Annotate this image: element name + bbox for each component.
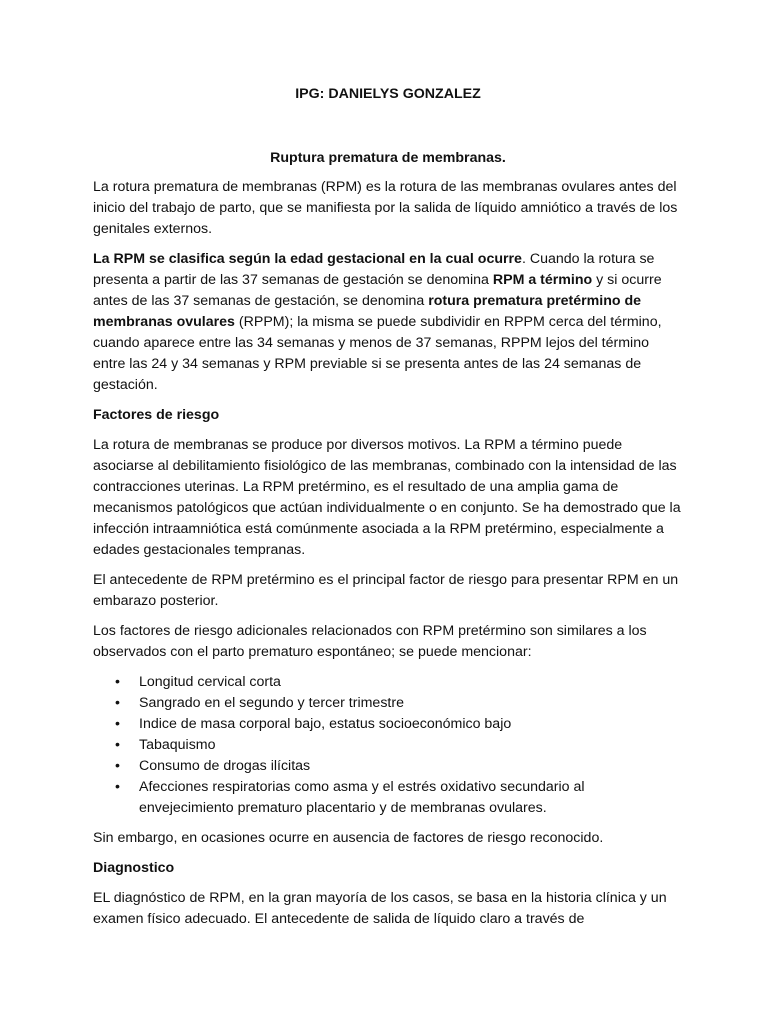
list-item xyxy=(93,756,683,777)
paragraph-causes: La rotura de membranas se produce por diversos motivos. La RPM a término puede asociarse al debilitamiento fisiológico de las membranas, combinado con la intensidad de las contracciones uterinas. La RPM pretérmino, es el resultado de una amplia gama de mecanismos patológicos que actúan individualmente o en conjunto. Se ha demostrado que la infección intraamniótica está comúnmente asociada a la RPM pretérmino, especialmente a edades gestacionales tempranas. xyxy=(93,437,681,558)
classification-bold-intro: La RPM se clasifica según la edad gestacional en la cual ocurre xyxy=(93,251,522,267)
list-item-text: Consumo de drogas ilícitas xyxy=(139,758,311,774)
list-item xyxy=(93,777,683,819)
paragraph-additional-factors: Los factores de riesgo adicionales relacionados con RPM pretérmino son similares a los observados con el parto prematuro espontáneo; se puede mencionar: xyxy=(93,623,647,660)
list-item xyxy=(93,714,683,735)
heading-diagnosis: Diagnostico xyxy=(93,860,175,876)
bullet-icon: • xyxy=(115,674,120,690)
paragraph-definition: La rotura prematura de membranas (RPM) es la rotura de las membranas ovulares antes del inicio del trabajo de parto, que se manifiesta por la salida de líquido amniótico a través de los genitales externos. xyxy=(93,179,678,237)
paragraph-diagnosis: EL diagnóstico de RPM, en la gran mayoría de los casos, se basa en la historia clínica y un examen físico adecuado. El antecedente de salida de líquido claro a través de xyxy=(93,890,667,927)
classification-bold-term: RPM a término xyxy=(492,272,593,288)
classification-bold-preterm: rotura prematura pretérmino de membranas ovulares xyxy=(93,293,642,330)
paragraph-history: El antecedente de RPM pretérmino es el principal factor de riesgo para presentar RPM en un embarazo posterior. xyxy=(93,572,679,609)
classification-text-3: (RPPM); la misma se puede subdividir en RPPM cerca del término, cuando aparece entre las 34 semanas y menos de 37 semanas, RPPM lejos del término entre las 24 y 34 semanas y RPM previable si se presenta antes de las 24 semanas de gestación. xyxy=(93,314,662,393)
list-item-text: Sangrado en el segundo y tercer trimestre xyxy=(139,695,404,711)
document-title: Ruptura prematura de membranas. xyxy=(270,150,506,166)
bullet-icon: • xyxy=(115,695,120,711)
classification-text-2: y si ocurre antes de las 37 semanas de gestación, se denomina xyxy=(93,272,662,309)
document-body xyxy=(93,84,683,939)
list-item-text: Indice de masa corporal bajo, estatus socioeconómico bajo xyxy=(139,716,512,732)
list-item-text: Tabaquismo xyxy=(139,737,216,753)
bullet-icon: • xyxy=(115,758,120,774)
bullet-icon: • xyxy=(115,716,120,732)
risk-factor-list xyxy=(93,672,683,819)
paragraph-classification xyxy=(93,249,683,396)
paragraph-no-risk-factors: Sin embargo, en ocasiones ocurre en ausencia de factores de riesgo reconocido. xyxy=(93,830,604,846)
list-item-text: Longitud cervical corta xyxy=(139,674,281,690)
bullet-icon: • xyxy=(115,779,120,795)
list-item xyxy=(93,672,683,693)
list-item xyxy=(93,693,683,714)
heading-risk-factors: Factores de riesgo xyxy=(93,407,220,423)
classification-text-1: . Cuando la rotura se presenta a partir de las 37 semanas de gestación se denomina xyxy=(93,251,655,288)
author-header: IPG: DANIELYS GONZALEZ xyxy=(295,86,481,102)
list-item-text: Afecciones respiratorias como asma y el estrés oxidativo secundario al envejecimiento prematuro placentario y de membranas ovulares. xyxy=(139,779,585,816)
list-item xyxy=(93,735,683,756)
bullet-icon: • xyxy=(115,737,120,753)
